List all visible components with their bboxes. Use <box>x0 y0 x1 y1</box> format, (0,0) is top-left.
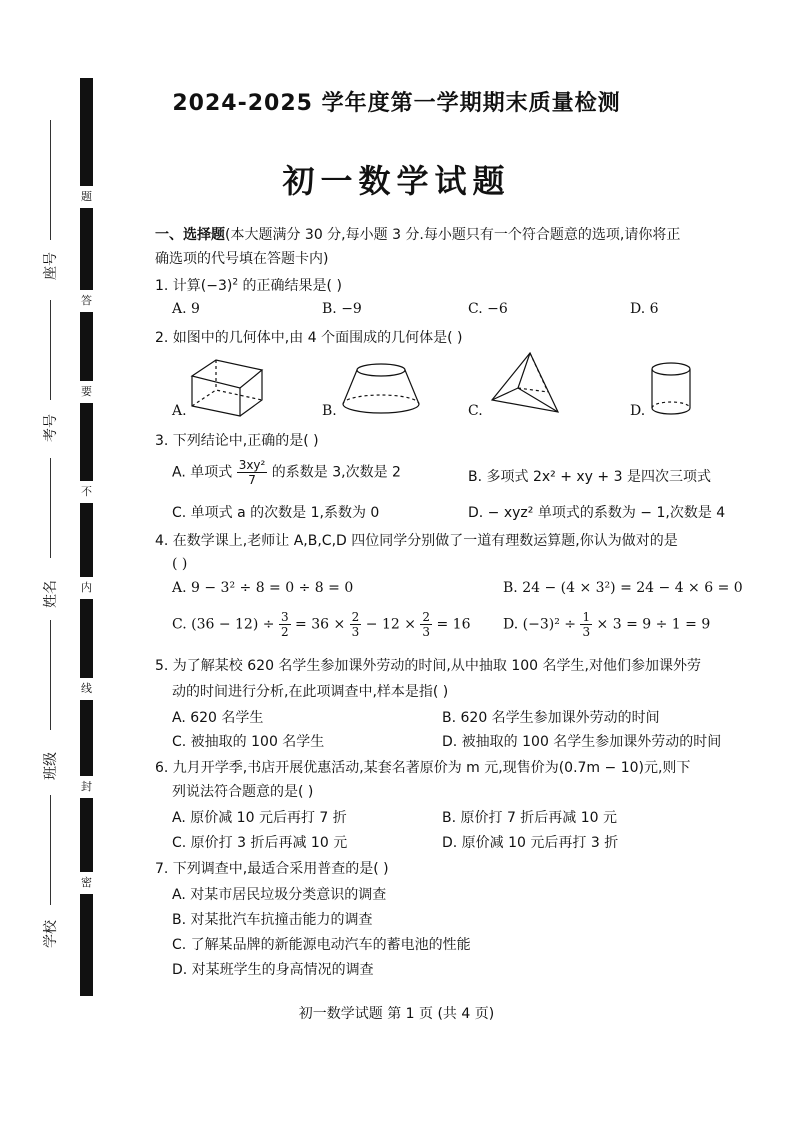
binding-char: 答 <box>80 290 93 312</box>
class-line <box>50 620 51 730</box>
seat-number-label: 座号 <box>43 252 59 280</box>
question-2-stem: 2. 如图中的几何体中,由 4 个面围成的几何体是( ) <box>155 330 463 346</box>
binding-char: 题 <box>80 186 93 208</box>
q6-option-a: A. 原价减 10 元后再打 7 折 <box>172 810 347 826</box>
page-title: 初一数学试题 <box>282 162 511 200</box>
q3-a-pre: A. 单项式 <box>172 464 233 481</box>
q3-option-b: B. 多项式 2x² + xy + 3 是四次三项式 <box>468 469 711 485</box>
q5-option-a: A. 620 名学生 <box>172 710 264 726</box>
q4-c-f3-den: 3 <box>422 625 431 639</box>
figure-frustum <box>340 360 422 416</box>
q3-option-d: D. − xyz² 单项式的系数为 − 1,次数是 4 <box>468 505 726 521</box>
q2-option-c-label: C. <box>468 403 483 419</box>
question-6-stem: 6. 九月开学季,书店开展优惠活动,某套名著原价为 m 元,现售价为(0.7m − 10)元,则下 <box>155 760 691 776</box>
q5-option-b: B. 620 名学生参加课外劳动的时间 <box>442 710 660 726</box>
q3-option-c: C. 单项式 a 的次数是 1,系数为 0 <box>172 505 380 521</box>
q4-c-fraction-2 <box>350 610 362 639</box>
q4-c-f3-num: 2 <box>422 610 431 624</box>
exam-number-label: 考号 <box>43 414 59 442</box>
q7-option-d: D. 对某班学生的身高情况的调查 <box>172 962 374 978</box>
exam-name: 2024-2025 学年度第一学期期末质量检测 <box>172 91 621 116</box>
q7-option-a: A. 对某市居民垃圾分类意识的调查 <box>172 887 387 903</box>
q4-d-pre: D. (−3)² ÷ <box>503 616 576 633</box>
q4-c-mid-2: − 12 × <box>365 616 416 633</box>
figure-tetrahedron <box>488 350 566 416</box>
q2-option-b-label: B. <box>322 403 337 419</box>
binding-char: 内 <box>80 577 93 599</box>
q3-a-post: 的系数是 3,次数是 2 <box>271 464 401 481</box>
question-4-stem-cont: ( ) <box>172 556 188 572</box>
q1-exponent: 2 <box>232 277 239 288</box>
question-6-stem-cont: 列说法符合题意的是( ) <box>172 784 314 800</box>
q4-c-mid-1: = 36 × <box>295 616 346 633</box>
section-instructions: (本大题满分 30 分,每小题 3 分.每小题只有一个符合题意的选项,请你将正 <box>225 227 681 243</box>
q4-option-c <box>172 610 471 639</box>
binding-char: 不 <box>80 481 93 503</box>
q1-option-b: B. −9 <box>322 301 362 317</box>
q4-c-fraction-1 <box>279 610 291 639</box>
question-5-stem-cont: 动的时间进行分析,在此项调查中,样本是指( ) <box>172 684 449 700</box>
question-1-stem <box>155 275 342 295</box>
q4-c-post: = 16 <box>436 616 471 633</box>
class-label: 班级 <box>43 752 59 780</box>
binding-char: 线 <box>80 678 93 700</box>
exam-number-line <box>50 300 51 400</box>
q3-a-denominator: 7 <box>248 473 256 487</box>
q1-stem-post: 的正确结果是( ) <box>238 278 342 294</box>
q1-option-d: D. 6 <box>630 301 659 317</box>
q4-c-f2-den: 3 <box>351 625 360 639</box>
q6-option-b: B. 原价打 7 折后再减 10 元 <box>442 810 618 826</box>
q6-option-d: D. 原价减 10 元后再打 3 折 <box>442 835 619 851</box>
q7-option-b: B. 对某批汽车抗撞击能力的调查 <box>172 912 373 928</box>
q1-option-c: C. −6 <box>468 301 508 317</box>
q4-option-d <box>503 610 710 639</box>
q2-option-d-label: D. <box>630 403 646 419</box>
q4-c-f2-num: 2 <box>351 610 360 624</box>
q4-d-post: × 3 = 9 ÷ 1 = 9 <box>596 616 711 633</box>
question-5-stem: 5. 为了解某校 620 名学生参加课外劳动的时间,从中抽取 100 名学生,对他们参加课外劳 <box>155 658 701 674</box>
binding-char: 封 <box>80 776 93 798</box>
name-line <box>50 458 51 558</box>
q5-option-d: D. 被抽取的 100 名学生参加课外劳动的时间 <box>442 734 722 750</box>
q4-option-b: B. 24 − (4 × 3²) = 24 − 4 × 6 = 0 <box>503 580 743 596</box>
question-3-stem: 3. 下列结论中,正确的是( ) <box>155 433 319 449</box>
q4-c-pre: C. (36 − 12) ÷ <box>172 616 275 633</box>
q1-option-a: A. 9 <box>172 301 200 317</box>
q4-d-fraction <box>580 610 592 639</box>
binding-strip <box>80 78 93 996</box>
section-label: 一、选择题 <box>155 227 225 243</box>
q3-option-a <box>172 458 401 487</box>
binding-char: 密 <box>80 872 93 894</box>
q3-a-fraction <box>237 458 268 487</box>
q1-stem-pre: 1. 计算(−3) <box>155 278 233 294</box>
figure-cylinder-sector <box>188 354 268 418</box>
school-line <box>50 795 51 905</box>
q4-d-den: 3 <box>582 625 591 639</box>
name-label: 姓名 <box>43 580 59 608</box>
q5-option-c: C. 被抽取的 100 名学生 <box>172 734 325 750</box>
q6-option-c: C. 原价打 3 折后再减 10 元 <box>172 835 348 851</box>
school-label: 学校 <box>43 920 59 948</box>
q4-c-fraction-3 <box>420 610 432 639</box>
q2-option-a-label: A. <box>172 403 187 419</box>
binding-char: 要 <box>80 381 93 403</box>
question-4-stem: 4. 在数学课上,老师让 A,B,C,D 四位同学分别做了一道有理数运算题,你认为做对的是 <box>155 533 678 549</box>
page-footer: 初一数学试题 第 1 页 (共 4 页) <box>298 1006 495 1022</box>
q4-c-f1-den: 2 <box>280 625 289 639</box>
q3-a-numerator: 3xy² <box>238 458 266 472</box>
section-heading <box>155 224 680 244</box>
question-7-stem: 7. 下列调查中,最适合采用普查的是( ) <box>155 861 389 877</box>
q4-c-f1-num: 3 <box>280 610 289 624</box>
q7-option-c: C. 了解某品牌的新能源电动汽车的蓄电池的性能 <box>172 937 471 953</box>
q4-option-a: A. 9 − 3² ÷ 8 = 0 ÷ 8 = 0 <box>172 580 354 596</box>
q4-d-num: 1 <box>582 610 591 624</box>
section-instructions-cont: 确选项的代号填在答题卡内) <box>155 251 329 267</box>
figure-cylinder <box>648 360 694 418</box>
